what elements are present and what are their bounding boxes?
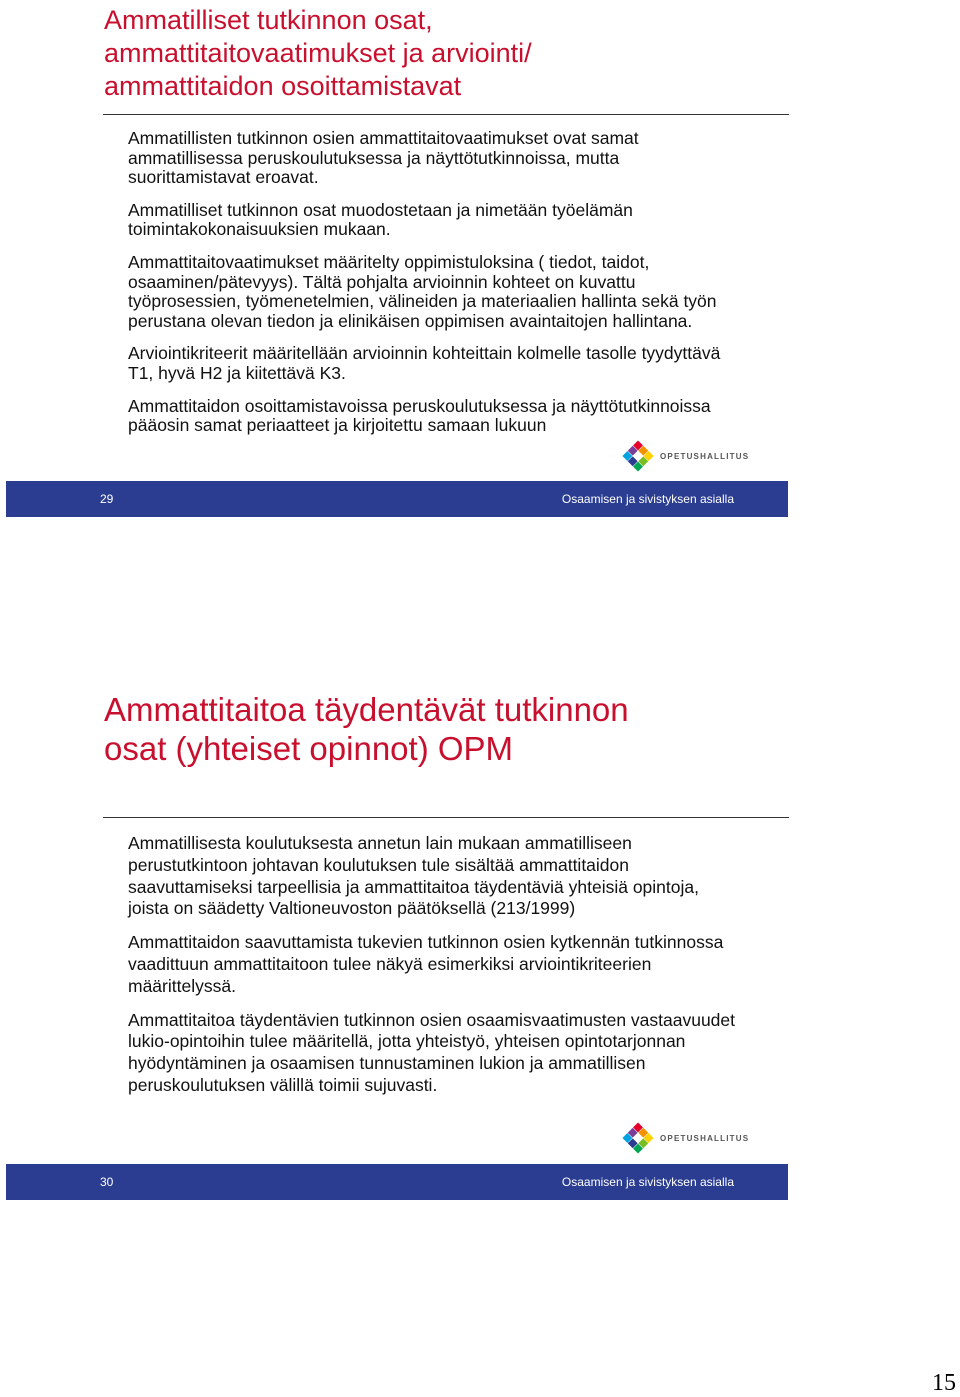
opetushallitus-logo bbox=[620, 1120, 749, 1156]
bullet-list bbox=[128, 129, 738, 449]
slide-footer bbox=[6, 1164, 788, 1200]
slide-title bbox=[104, 4, 784, 103]
title-line: ammattitaitovaatimukset ja arviointi/ bbox=[104, 38, 532, 68]
title-line: osat (yhteiset opinnot) OPM bbox=[104, 730, 514, 767]
title-divider bbox=[103, 114, 789, 115]
title-line: Ammatilliset tutkinnon osat, bbox=[104, 5, 433, 35]
slide-number: 30 bbox=[100, 1175, 114, 1189]
title-line: Ammattitaitoa täydentävät tutkinnon bbox=[104, 691, 629, 728]
logo-diamond-icon bbox=[620, 1120, 656, 1156]
bullet-item: Ammattitaidon saavuttamista tukevien tutkinnon osien kytkennän tutkinnossa vaadittuun ammattitaitoon tulee näkyä esimerkiksi arviointikriteerien määrittelyssä. bbox=[128, 932, 724, 996]
slide-footer bbox=[6, 481, 788, 517]
opetushallitus-logo bbox=[620, 438, 749, 474]
bullet-item: Ammattitaitovaatimukset määritelty oppimistuloksina ( tiedot, taidot, osaaminen/pätevyys). Tältä pohjalta arvioinnin kohteet on kuvattu työprosessien, työmenetelmien, välineiden ja materiaalien hallinta sekä työn perustana olevan tiedon ja elinikäisen oppimisen avaintaitojen hallintana. bbox=[128, 251, 717, 331]
bullet-item: Ammattitaitoa täydentävien tutkinnon osien osaamisvaatimusten vastaavuudet lukio-opintoihin tulee määritellä, jotta yhteistyö, yhteisen opintotarjonnan hyödyntäminen ja osaamisen tunnustaminen lukion ja ammatillisen peruskoulutuksen välillä toimii sujuvasti. bbox=[128, 1009, 736, 1095]
slide-29 bbox=[0, 0, 800, 520]
slide-30 bbox=[0, 680, 800, 1225]
bullet-list bbox=[128, 833, 738, 1109]
bullet-item: Ammatillisten tutkinnon osien ammattitaitovaatimukset ovat samat ammatillisessa peruskoulutuksessa ja näyttötutkinnoissa, mutta suorittamistavat eroavat. bbox=[128, 128, 639, 188]
page-number: 15 bbox=[932, 1370, 956, 1396]
footer-tagline: Osaamisen ja sivistyksen asialla bbox=[561, 1175, 734, 1189]
logo-text: OPETUSHALLITUS bbox=[660, 1133, 750, 1143]
bullet-item: Ammatilliset tutkinnon osat muodostetaan ja nimetään työelämän toimintakokonaisuuksien mukaan. bbox=[128, 199, 633, 240]
bullet-item: Ammatillisesta koulutuksesta annetun lain mukaan ammatilliseen perustutkintoon johtavan koulutuksen tule sisältää ammattitaidon saavuttamiseksi tarpeellisia ja ammattitaitoa täydentäviä yhteisiä opintoja, joista on säädetty Valtioneuvoston päätöksellä (213/1999) bbox=[128, 833, 699, 919]
footer-tagline: Osaamisen ja sivistyksen asialla bbox=[561, 492, 734, 506]
bullet-item: Ammattitaidon osoittamistavoissa peruskoulutuksessa ja näyttötutkinnoissa pääosin samat periaatteet ja kirjoitettu samaan lukuun bbox=[128, 395, 711, 436]
title-line: ammattitaidon osoittamistavat bbox=[104, 71, 462, 101]
logo-diamond-icon bbox=[620, 438, 656, 474]
slide-number: 29 bbox=[100, 492, 114, 506]
bullet-item: Arviointikriteerit määritellään arvioinnin kohteittain kolmelle tasolle tyydyttävä T1, hyvä H2 ja kiitettävä K3. bbox=[128, 343, 721, 383]
logo-text: OPETUSHALLITUS bbox=[660, 451, 750, 461]
title-divider bbox=[103, 817, 789, 818]
slide-title bbox=[104, 690, 784, 768]
